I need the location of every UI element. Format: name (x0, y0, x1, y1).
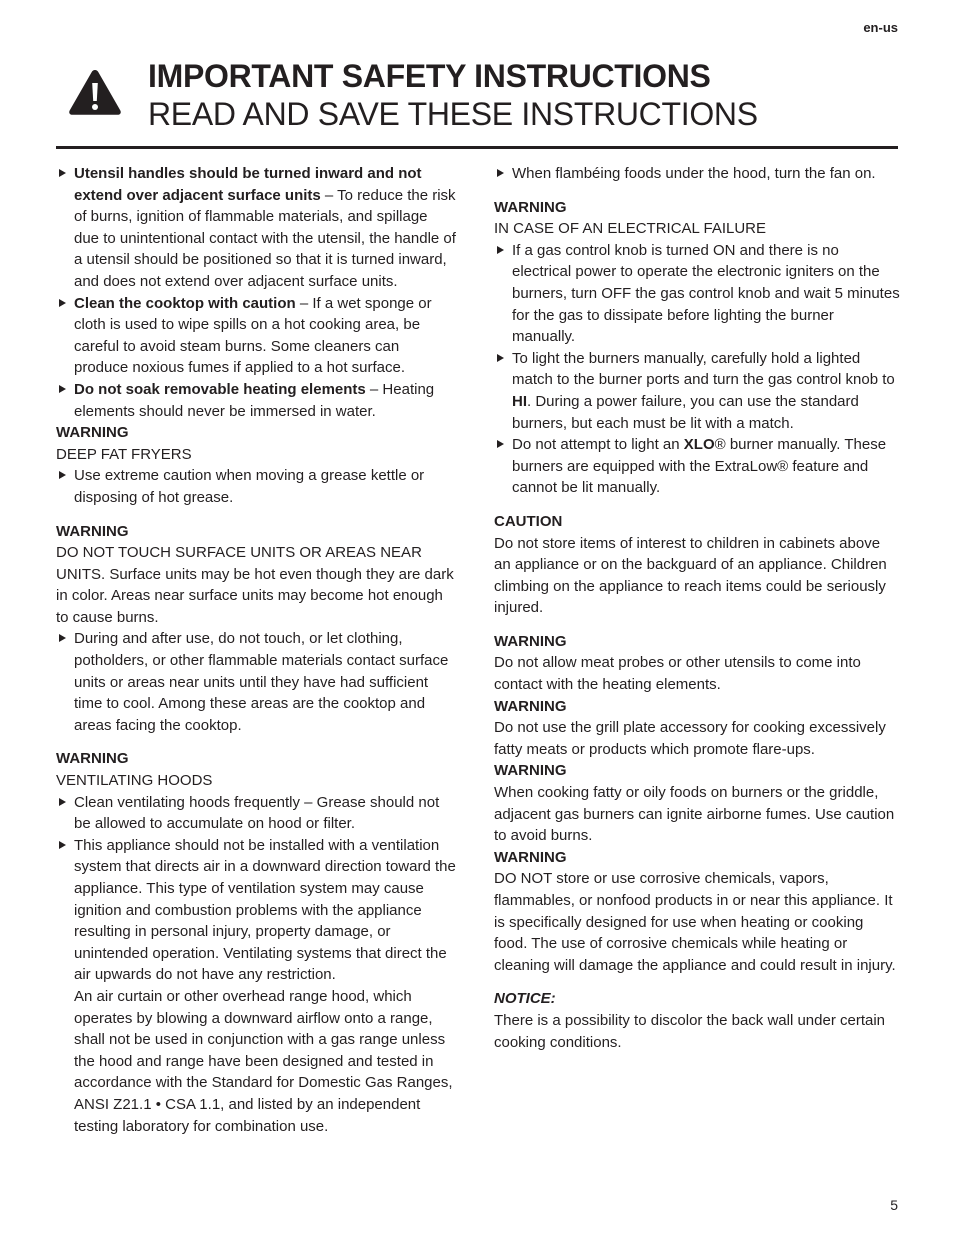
page-number: 5 (890, 1197, 898, 1213)
item-heading: Do not soak removable heating elements (74, 380, 366, 398)
list-item (494, 434, 900, 499)
warning-subheading: IN CASE OF AN ELECTRICAL FAILURE (494, 220, 767, 238)
xlo-term: XLO (683, 436, 715, 454)
item-text: – Heating elements should never be immersed in water. (74, 380, 435, 420)
right-column (494, 163, 900, 1053)
warning-label: WARNING (494, 198, 567, 216)
page-header (56, 58, 898, 149)
warning-triangle-icon (68, 68, 122, 116)
list-item: If a gas control knob is turned ON and there is no electrical power to operate the electronic igniters on the burners, turn OFF the gas control knob and wait 5 minutes for the gas to dissipate before lighting the burner manually. (494, 240, 900, 348)
warning-label: WARNING (494, 632, 567, 650)
warning-text: Do not use the grill plate accessory for cooking excessively fatty meats or products which promote flare-ups. (494, 719, 886, 758)
warning-label: WARNING (494, 762, 567, 780)
item-text: – If a wet sponge or cloth is used to wipe spills on a hot cooking area, be careful to avoid steam burns. Some cleaners can produce noxious fumes if applied to a hot surface. (74, 294, 432, 377)
list-item: During and after use, do not touch, or let clothing, potholders, or other flammable materials contact surface units or areas near units until they have had sufficient time to cool. Among these areas are the cooktop and areas facing the cooktop. (56, 628, 456, 736)
notice-label: NOTICE: (494, 990, 556, 1008)
item-text: . During a power failure, you can use the standard burners, but each must be lit with a match. (512, 392, 859, 432)
left-column (56, 163, 456, 1137)
page-subtitle: READ AND SAVE THESE INSTRUCTIONS (148, 96, 758, 132)
warning-text: When cooking fatty or oily foods on burners or the griddle, adjacent gas burners can ignite airborne fumes. Use caution to avoid burns. (494, 784, 895, 845)
locale-label: en-us (863, 20, 898, 35)
warning-text: DO NOT store or use corrosive chemicals, vapors, flammables, or nonfood products in or near this appliance. It is specifically designed for use when heating or cooking food. The use of corrosive chemicals while heating or cleaning will damage the appliance and could result in injury. (494, 870, 896, 974)
warning-subheading: DEEP FAT FRYERS (56, 445, 192, 463)
caution-text: Do not store items of interest to children in cabinets above an appliance or on the backguard of an appliance. Children climbing on the appliance to reach items could be seriously injured. (494, 534, 887, 617)
warning-text: Do not allow meat probes or other utensils to come into contact with the heating elements. (494, 654, 861, 694)
notice-text: There is a possibility to discolor the back wall under certain cooking conditions. (494, 1011, 886, 1051)
list-item (56, 163, 456, 293)
list-item (494, 348, 900, 434)
hi-setting: HI (512, 392, 527, 410)
item-text: To light the burners manually, carefully hold a lighted match to the burner ports and turn the gas control knob to (512, 349, 895, 389)
warning-label: WARNING (56, 424, 129, 442)
item-heading: Utensil handles should be turned inward and not extend over adjacent surface units (74, 165, 422, 204)
warning-label: WARNING (494, 697, 567, 715)
warning-text: DO NOT TOUCH SURFACE UNITS OR AREAS NEAR UNITS. Surface units may be hot even though they are dark in color. Areas near surface units may become hot enough to cause burns. (56, 544, 454, 626)
item-heading: Clean the cooktop with caution (74, 294, 296, 312)
page-title: IMPORTANT SAFETY INSTRUCTIONS (148, 58, 711, 94)
list-item: When flambéing foods under the hood, turn the fan on. (494, 163, 900, 185)
warning-label: WARNING (56, 750, 129, 768)
item-text: This appliance should not be installed with a ventilation system that directs air in a downward direction toward the appliance. This type of ventilation system may cause ignition and combustion problems with the appliance resulting in personal injury, property damage, or unintended operation. Ventilating systems that direct the air upwards do not have any restriction. (74, 836, 456, 984)
warning-label: WARNING (494, 848, 567, 866)
list-item (56, 835, 456, 1137)
list-item: Use extreme caution when moving a grease kettle or disposing of hot grease. (56, 465, 456, 508)
warning-label: WARNING (56, 522, 129, 540)
item-text: Do not attempt to light an (512, 436, 684, 454)
list-item: Clean ventilating hoods frequently – Grease should not be allowed to accumulate on hood or filter. (56, 792, 456, 835)
warning-subheading: VENTILATING HOODS (56, 772, 213, 790)
list-item (56, 379, 456, 422)
item-text: ® burner manually. These burners are equipped with the ExtraLow® feature and cannot be lit manually. (512, 436, 887, 497)
caution-label: CAUTION (494, 512, 563, 530)
item-text: – To reduce the risk of burns, ignition of flammable materials, and spillage due to unintentional contact with the utensil, the handle of a utensil should be positioned so that it is turned inward, and does not extend over adjacent surface units. (74, 186, 456, 290)
item-paragraph: An air curtain or other overhead range hood, which operates by blowing a downward airflow onto a range, shall not be used in conjunction with a gas range unless the hood and range have been designed and tested in accordance with the Standard for Domestic Gas Ranges, ANSI Z21.1 • CSA 1.1, and listed by an independent testing laboratory for combination use. (74, 987, 453, 1135)
list-item (56, 293, 456, 379)
